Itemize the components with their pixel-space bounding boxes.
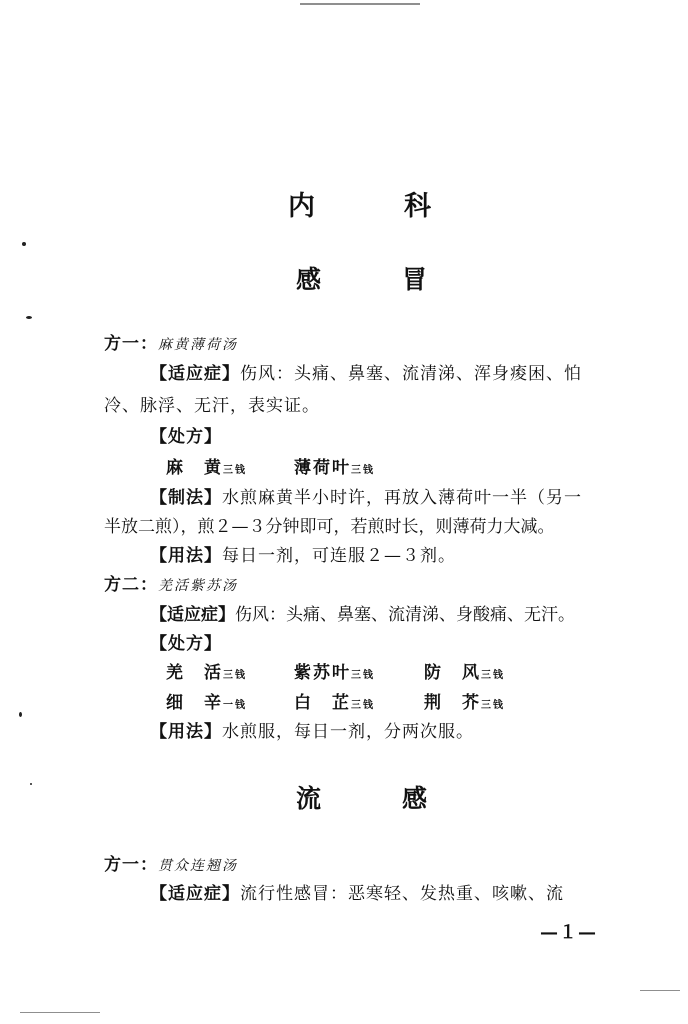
herb-name: 白 芷: [294, 693, 351, 713]
herb-dose: 三钱: [481, 700, 505, 711]
formula-number: 方一：: [104, 855, 158, 875]
herb-dose: 三钱: [223, 465, 247, 476]
prescription-label: 【处方】: [150, 427, 222, 447]
page-number: —１—: [540, 922, 597, 943]
method-text: 水煎麻黄半小时许，再放入薄荷叶一半（另一: [222, 488, 582, 508]
usage-line: [150, 717, 474, 742]
herb-item: [294, 688, 375, 713]
formula-heading: [104, 570, 238, 595]
indication-continuation: 冷、脉浮、无汗，表实证。: [104, 396, 320, 416]
method-line: [150, 483, 582, 508]
herb-dose: 三钱: [351, 465, 375, 476]
scan-bottom-rule-right: [640, 990, 680, 991]
indication-label: 【适应症】: [150, 364, 240, 384]
formula-name: 麻黄薄荷汤: [158, 337, 238, 353]
scan-bottom-rule: [20, 1012, 100, 1013]
usage-line: [150, 541, 456, 566]
herb-name: 细 辛: [166, 693, 223, 713]
formula-heading: [104, 850, 238, 875]
herb-item: [166, 453, 247, 478]
herb-name: 紫苏叶: [294, 663, 351, 683]
herb-dose: 三钱: [481, 670, 505, 681]
scan-speck: [26, 316, 32, 319]
herb-dose: 三钱: [351, 670, 375, 681]
section-title-char-2: 冒: [402, 265, 428, 294]
herb-name: 荆 芥: [424, 693, 481, 713]
herb-item: [294, 453, 375, 478]
indication-line: [150, 600, 575, 625]
indication-text: 流行性感冒：恶寒轻、发热重、咳嗽、流: [240, 884, 564, 904]
section-title-char-1: 流: [296, 784, 322, 813]
section-title-char-2: 感: [402, 784, 428, 813]
herb-item: [166, 688, 247, 713]
indication-line: [150, 359, 582, 384]
herb-item: [166, 658, 247, 683]
usage-label: 【用法】: [150, 546, 222, 566]
herb-name: 麻 黄: [166, 458, 223, 478]
method-label: 【制法】: [150, 488, 222, 508]
usage-text: 水煎服，每日一剂，分两次服。: [222, 722, 474, 742]
herb-name: 羌 活: [166, 663, 223, 683]
formula-number: 方二：: [104, 575, 158, 595]
formula-name: 贯众连翘汤: [158, 858, 238, 874]
usage-label: 【用法】: [150, 722, 222, 742]
herb-dose: 一钱: [223, 700, 247, 711]
formula-heading: [104, 329, 238, 354]
indication-text: 伤风：头痛、鼻塞、流清涕、浑身痠困、怕: [240, 364, 582, 384]
herb-item: [294, 658, 375, 683]
indication-label: 【适应症】: [150, 884, 240, 904]
herb-dose: 三钱: [223, 670, 247, 681]
indication-line: [150, 879, 564, 904]
scan-speck: [30, 783, 32, 785]
prescription-label: 【处方】: [150, 634, 222, 654]
usage-text: 每日一剂，可连服２—３剂。: [222, 546, 456, 566]
chapter-title-char-2: 科: [404, 191, 431, 222]
herb-name: 薄荷叶: [294, 458, 351, 478]
scan-top-rule: [300, 3, 420, 5]
section-title-char-1: 感: [296, 265, 322, 294]
herb-dose: 三钱: [351, 700, 375, 711]
method-continuation: 半放二煎），煎２—３分钟即可，若煎时长，则薄荷力大减。: [104, 517, 555, 537]
chapter-title-char-1: 内: [288, 191, 315, 222]
scan-speck: [22, 242, 26, 246]
herb-item: [424, 688, 505, 713]
indication-text: 伤风：头痛、鼻塞、流清涕、身酸痛、无汗。: [235, 605, 575, 625]
indication-label: 【适应症】: [150, 605, 235, 625]
herb-item: [424, 658, 505, 683]
formula-name: 羌活紫苏汤: [158, 578, 238, 594]
herb-name: 防 风: [424, 663, 481, 683]
scan-speck: [19, 712, 22, 717]
formula-number: 方一：: [104, 334, 158, 354]
